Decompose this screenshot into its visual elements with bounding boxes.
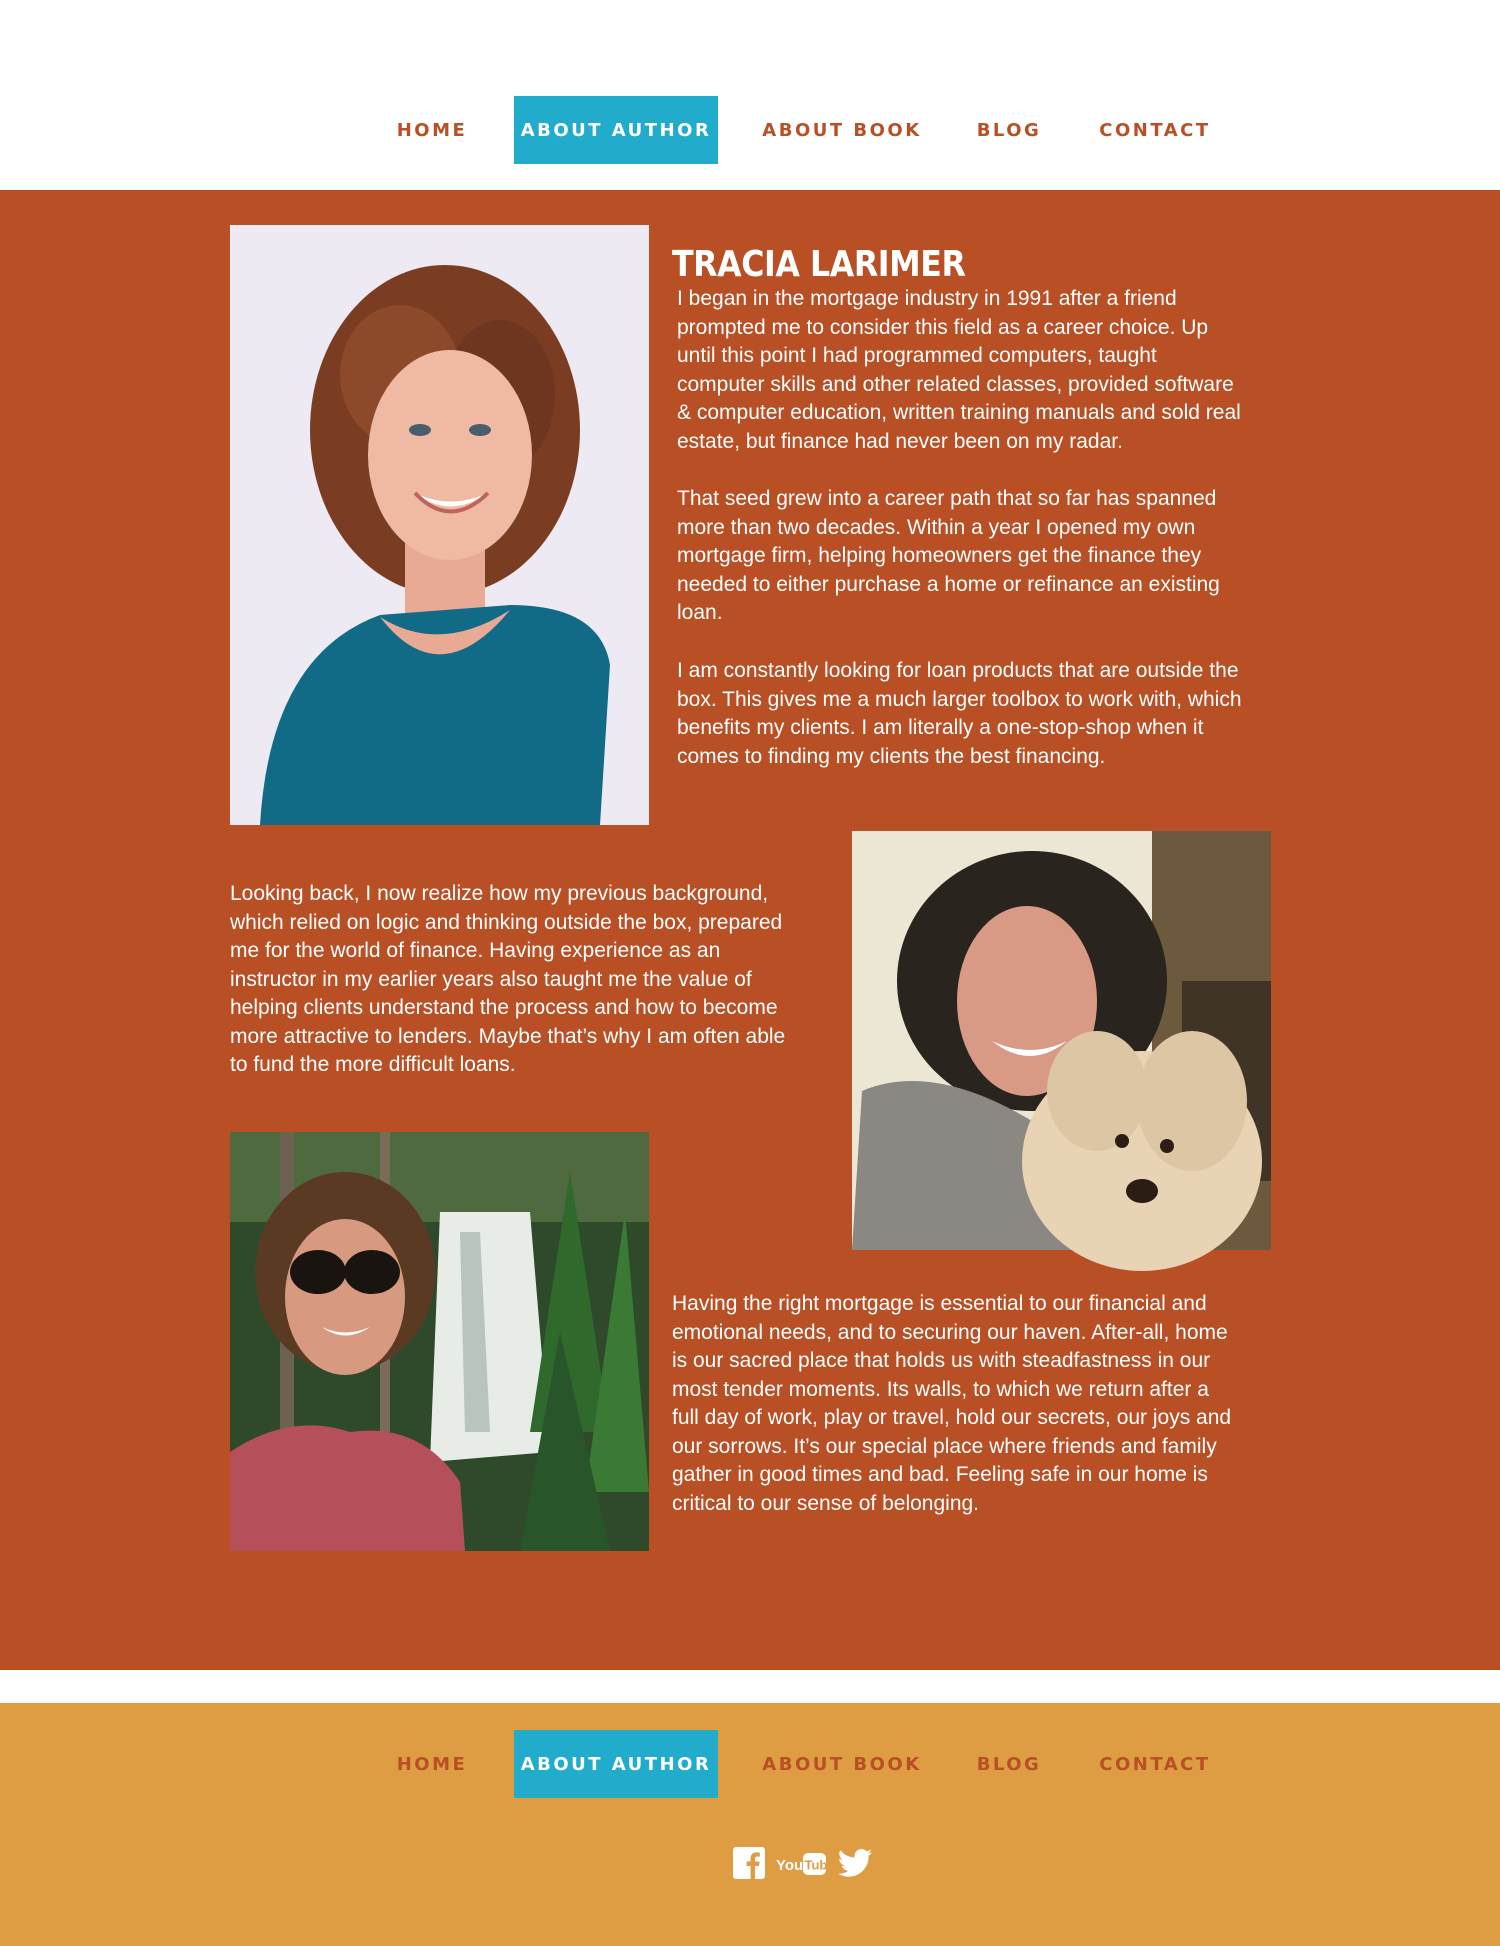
footer-nav-contact[interactable]: CONTACT (1099, 1753, 1211, 1775)
bio-paragraph: I began in the mortgage industry in 1991 after a friend prompted me to consider this field as a career choice. Up until this point I had programmed computers, taught computer skills and other related classes, provided software & computer education, written training manuals and sold real estate, but finance had never been on my radar. (677, 287, 1241, 453)
footer-nav-about-author[interactable]: ABOUT AUTHOR (514, 1730, 718, 1798)
author-with-dog-photo (852, 831, 1271, 1250)
author-name: TRACIA LARIMER (672, 244, 966, 286)
author-portrait-photo (230, 225, 649, 825)
footer-nav-about-book[interactable]: ABOUT BOOK (762, 1753, 922, 1775)
bio-paragraph: That seed grew into a career path that so far has spanned more than two decades. Within a year I opened my own mortgage firm, helping homeowners get the finance they needed to either purchase a home or refinance an existing loan. (677, 487, 1220, 624)
svg-text:Tube: Tube (804, 1857, 835, 1873)
bio-paragraph: I am constantly looking for loan products that are outside the box. This gives me a much larger toolbox to work with, which benefits my clients. I am literally a one-stop-shop when it comes to finding my clients the best financing. (677, 659, 1242, 768)
youtube-icon[interactable] (776, 1851, 835, 1877)
author-waterfall-photo (230, 1132, 649, 1551)
about-author-section (0, 190, 1500, 1670)
footer-nav-home[interactable]: HOME (396, 1753, 468, 1775)
svg-text:You: You (776, 1857, 804, 1874)
top-nav (0, 96, 1500, 164)
nav-about-book[interactable]: ABOUT BOOK (762, 119, 922, 141)
nav-home[interactable]: HOME (396, 119, 468, 141)
nav-contact[interactable]: CONTACT (1099, 119, 1211, 141)
footer-nav-blog[interactable]: BLOG (976, 1753, 1042, 1775)
bio-paragraph: Having the right mortgage is essential to our financial and emotional needs, and to securing our haven. After-all, home is our sacred place that holds us with steadfastness in our most tender moments. Its walls, to which we return after a full day of work, play or travel, hold our secrets, our joys and our sorrows. It’s our special place where friends and family gather in good times and bad. Feeling safe in our home is critical to our sense of belonging. (672, 1292, 1232, 1515)
nav-about-author[interactable]: ABOUT AUTHOR (514, 96, 718, 164)
bio-paragraph: Looking back, I now realize how my previous background, which relied on logic and thinking outside the box, prepared me for the world of finance. Having experience as an instructor in my earlier years also taught me the value of helping clients understand the process and how to become more attractive to lenders. Maybe that’s why I am often able to fund the more difficult loans. (230, 882, 786, 1076)
facebook-icon[interactable] (733, 1847, 765, 1879)
nav-blog[interactable]: BLOG (976, 119, 1042, 141)
footer (0, 1703, 1500, 1946)
footer-nav (0, 1730, 1500, 1798)
twitter-icon[interactable] (838, 1849, 872, 1877)
social-links (0, 1847, 1500, 1883)
